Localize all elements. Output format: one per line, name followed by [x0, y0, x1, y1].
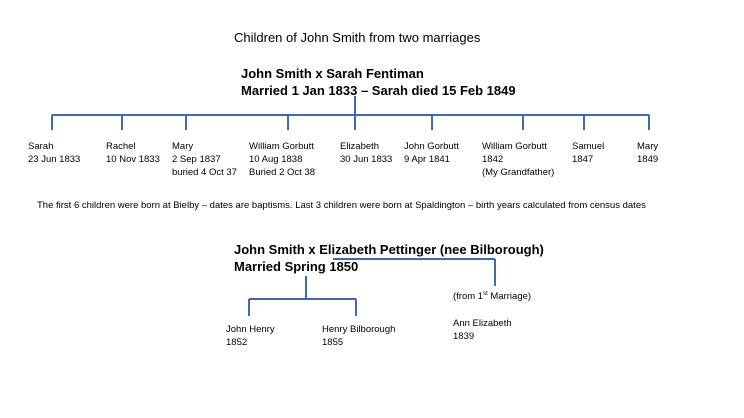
birthplace-note: The first 6 children were born at Bielby – dates are baptisms. Last 3 children were born at Spaldington – birth years calculated from census dates — [37, 200, 646, 211]
child-detail: 1855 — [322, 336, 344, 348]
child-detail: 1852 — [226, 336, 248, 348]
marriage1-child-9 — [637, 141, 658, 167]
marriage2-child-1 — [226, 324, 275, 350]
marriage1-child-7 — [482, 141, 554, 179]
child-detail: 2 Sep 1837 — [172, 153, 221, 165]
prior-label-pre: (from 1 — [453, 291, 484, 302]
marriage1-child-5 — [340, 141, 392, 167]
child-name: William Gorbutt — [249, 141, 314, 152]
marriage2-header — [234, 242, 544, 276]
child-name: Mary — [172, 141, 194, 152]
marriage2-couple: John Smith x Elizabeth Pettinger (nee Bilborough) — [234, 242, 544, 257]
child-detail: 10 Nov 1833 — [106, 153, 160, 165]
prior-child-name: Ann Elizabeth — [453, 318, 512, 329]
child-extra: buried 4 Oct 37 — [172, 166, 237, 178]
child-detail: 1842 — [482, 153, 504, 165]
marriage1-child-4 — [249, 141, 315, 179]
child-name: Sarah — [28, 141, 54, 152]
child-extra: (My Grandfather) — [482, 166, 555, 178]
child-name: John Henry — [226, 324, 275, 335]
marriage1-child-8 — [572, 141, 604, 167]
marriage1-couple: John Smith x Sarah Fentiman — [241, 66, 424, 81]
child-detail: 9 Apr 1841 — [404, 153, 450, 165]
child-detail: 1847 — [572, 153, 594, 165]
child-detail: 23 Jun 1833 — [28, 153, 81, 165]
marriage1-header — [241, 66, 516, 100]
child-extra: Buried 2 Oct 38 — [249, 166, 316, 178]
marriage1-date: Married 1 Jan 1833 – Sarah died 15 Feb 1849 — [241, 82, 516, 98]
child-detail: 10 Aug 1838 — [249, 153, 303, 165]
child-detail: 1849 — [637, 153, 659, 165]
marriage2-child-2 — [322, 324, 395, 350]
marriage1-child-6 — [404, 141, 459, 167]
child-name: Samuel — [572, 141, 605, 152]
marriage2-date: Married Spring 1850 — [234, 258, 359, 274]
child-name: Henry Bilborough — [322, 324, 396, 335]
marriage1-connector-group — [52, 96, 649, 130]
child-name: Mary — [637, 141, 659, 152]
prior-child-year: 1839 — [453, 330, 475, 342]
prior-child — [453, 318, 512, 344]
marriage1-child-3 — [172, 141, 237, 179]
prior-marriage-label — [453, 291, 531, 304]
child-name: Elizabeth — [340, 141, 380, 152]
marriage1-child-1 — [28, 141, 80, 167]
marriage1-child-2 — [106, 141, 160, 167]
child-detail: 30 Jun 1833 — [340, 153, 393, 165]
prior-label-sup: st — [483, 290, 488, 297]
diagram-title: Children of John Smith from two marriages — [234, 30, 481, 45]
child-name: William Gorbutt — [482, 141, 547, 152]
child-name: Rachel — [106, 141, 136, 152]
child-name: John Gorbutt — [404, 141, 459, 152]
prior-label-post: Marriage) — [487, 291, 532, 302]
